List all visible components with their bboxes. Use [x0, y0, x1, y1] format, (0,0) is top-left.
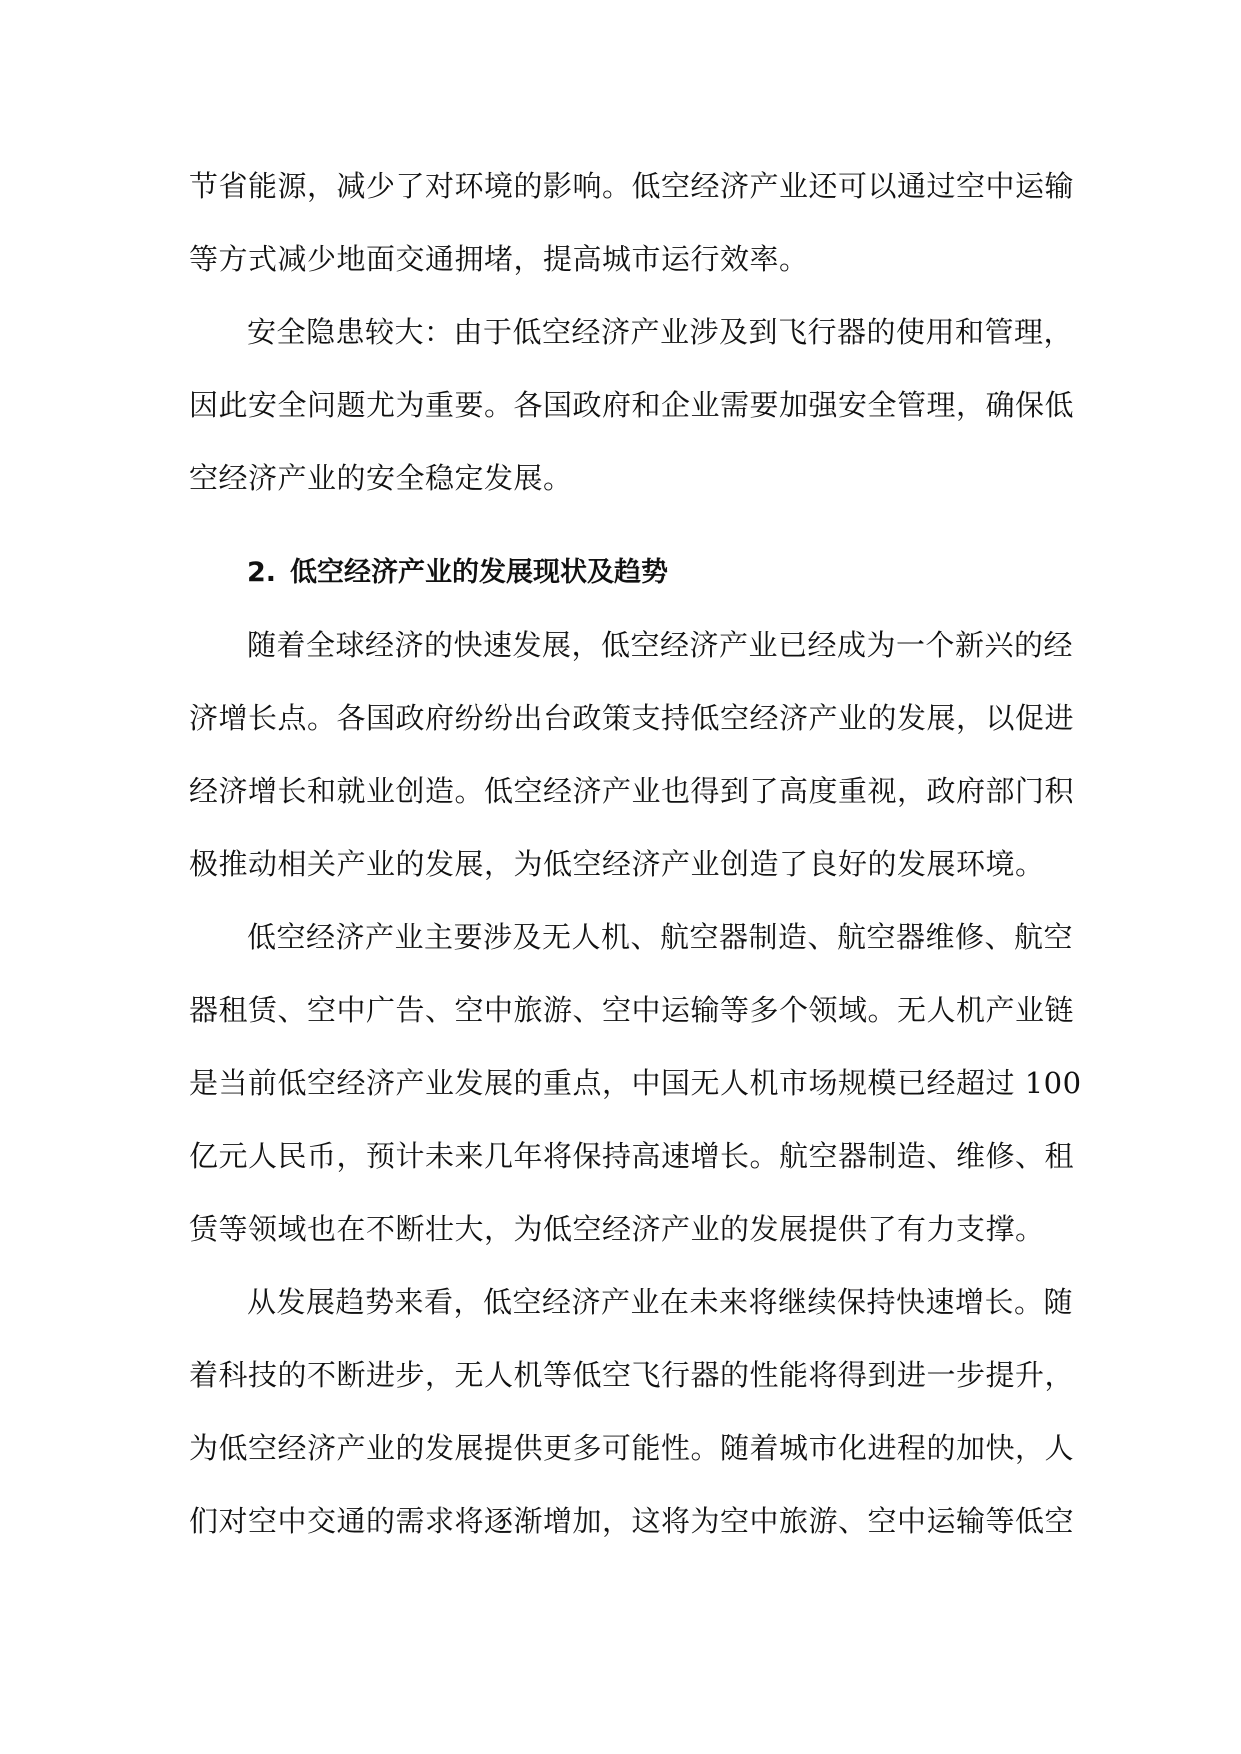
text-line: 随着全球经济的快速发展，低空经济产业已经成为一个新兴的经: [247, 628, 1074, 662]
paragraph: [189, 609, 1075, 901]
text-line: 极推动相关产业的发展，为低空经济产业创造了良好的发展环境。: [189, 847, 1045, 881]
text-line: 空经济产业的安全稳定发展。: [189, 461, 573, 495]
document-page: [189, 150, 1082, 1558]
paragraph: [189, 296, 1075, 515]
section-title: 低空经济产业的发展现状及趋势: [290, 557, 669, 588]
text-line: 因此安全问题尤为重要。各国政府和企业需要加强安全管理，确保低: [189, 388, 1075, 422]
text-line: 低空经济产业主要涉及无人机、航空器制造、航空器维修、航空: [247, 920, 1074, 954]
paragraph: [189, 901, 1082, 1266]
text-line: 从发展趋势来看，低空经济产业在未来将继续保持快速增长。随: [247, 1285, 1074, 1319]
text-line: 器租赁、空中广告、空中旅游、空中运输等多个领域。无人机产业链: [189, 993, 1075, 1027]
text-line: 亿元人民币，预计未来几年将保持高速增长。航空器制造、维修、租: [189, 1139, 1075, 1173]
text-line: 经济增长和就业创造。低空经济产业也得到了高度重视，政府部门积: [189, 774, 1075, 808]
text-line: 为低空经济产业的发展提供更多可能性。随着城市化进程的加快，人: [189, 1431, 1075, 1465]
text-line: 等方式减少地面交通拥堵，提高城市运行效率。: [189, 242, 809, 276]
text-line: 赁等领域也在不断壮大，为低空经济产业的发展提供了有力支撑。: [189, 1212, 1045, 1246]
text-line: 节省能源，减少了对环境的影响。低空经济产业还可以通过空中运输: [189, 169, 1075, 203]
section-heading: [189, 536, 1051, 609]
text-line: 济增长点。各国政府纷纷出台政策支持低空经济产业的发展，以促进: [189, 701, 1075, 735]
text-line: 着科技的不断进步，无人机等低空飞行器的性能将得到进一步提升，: [189, 1358, 1075, 1392]
text-line: 安全隐患较大：由于低空经济产业涉及到飞行器的使用和管理，: [247, 315, 1074, 349]
paragraph: [189, 1266, 1075, 1558]
section-number: 2.: [247, 557, 277, 588]
paragraph: [189, 150, 1075, 296]
text-line: 是当前低空经济产业发展的重点，中国无人机市场规模已经超过 100: [189, 1066, 1082, 1100]
text-line: 们对空中交通的需求将逐渐增加，这将为空中旅游、空中运输等低空: [189, 1504, 1075, 1538]
